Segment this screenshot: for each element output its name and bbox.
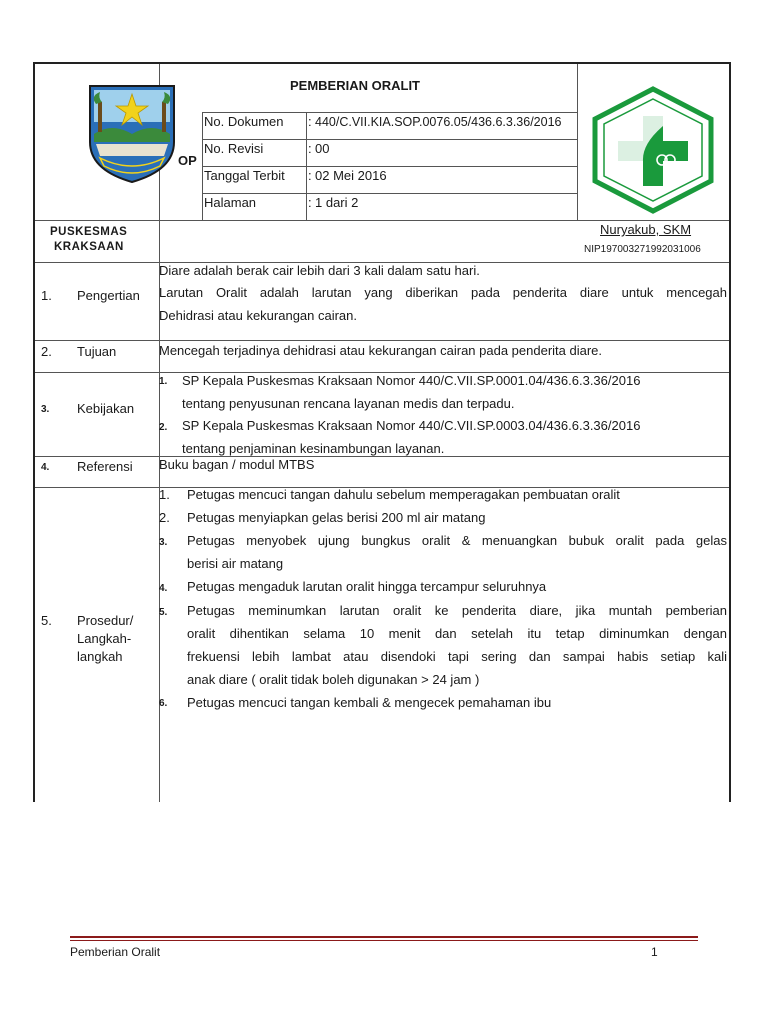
regency-emblem-icon [84, 82, 180, 186]
kebijakan-item-line: SP Kepala Puskesmas Kraksaan Nomor 440/C.VII.SP.0001.04/436.6.3.36/2016 [182, 373, 641, 388]
field-sep: : [308, 168, 312, 183]
field-sep: : [308, 114, 312, 129]
step-line: Petugas menyobek ujung bungkus oralit & menuangkan bubuk oralit pada gelas [187, 533, 727, 548]
footer-rule-thin [70, 940, 698, 941]
section-number: 5. [41, 613, 52, 628]
org-name-line2: KRAKSAAN [54, 241, 124, 253]
step-number: 3. [159, 537, 168, 548]
section-label: Prosedur/ [77, 613, 134, 628]
field-label-halaman: Halaman [204, 195, 257, 210]
pengertian-line: Larutan Oralit adalah larutan yang diberikan pada penderita diare untuk mencegah [159, 285, 727, 300]
referensi-text: Buku bagan / modul MTBS [159, 457, 315, 472]
kebijakan-item-line: tentang penjaminan kesinambungan layanan. [182, 441, 445, 456]
step-line: Petugas mencuci tangan dahulu sebelum memperagakan pembuatan oralit [187, 487, 620, 502]
pengertian-line: Dehidrasi atau kekurangan cairan. [159, 308, 358, 323]
tujuan-text: Mencegah terjadinya dehidrasi atau kekurangan cairan pada penderita diare. [159, 343, 603, 358]
puskesmas-cross-icon [590, 86, 716, 214]
step-number: 1. [159, 487, 170, 502]
field-value-no-revisi: 00 [315, 141, 330, 156]
sop-label-fragment: OP [178, 153, 197, 168]
step-number: 5. [159, 607, 168, 618]
table-left-border [33, 62, 35, 802]
section-label: Kebijakan [77, 401, 135, 416]
section-label: Langkah- [77, 631, 132, 646]
document-title: PEMBERIAN ORALIT [290, 78, 420, 93]
section-number: 4. [41, 462, 50, 473]
step-number: 6. [159, 698, 168, 709]
col-divider-right [577, 64, 578, 221]
footer-title: Pemberian Oralit [70, 945, 161, 959]
step-line: Petugas meminumkan larutan oralit ke penderita diare, jika muntah pemberian [187, 603, 727, 618]
step-line: oralit dihentikan selama 10 menit dan setelah itu tetap diminumkan dengan [187, 626, 727, 641]
step-line: Petugas menyiapkan gelas berisi 200 ml air matang [187, 510, 486, 525]
signer-name: Nuryakub, SKM [600, 222, 692, 237]
signer-nip: NIP197003271992031006 [584, 244, 701, 255]
section-number: 2. [41, 344, 52, 359]
kebijakan-item-line: tentang penyusunan rencana layanan medis dan terpadu. [182, 396, 515, 411]
step-number: 2. [159, 510, 170, 525]
kebijakan-item-line: SP Kepala Puskesmas Kraksaan Nomor 440/C.VII.SP.0003.04/436.6.3.36/2016 [182, 418, 641, 433]
footer-page-number: 1 [651, 945, 658, 959]
step-line: frekuensi lebih lambat atau disendoki tapi sering dan sampai habis setiap kali [187, 649, 727, 664]
kebijakan-item-number: 1. [159, 376, 168, 387]
section-label: Pengertian [77, 288, 140, 303]
field-label-no-dokumen: No. Dokumen [204, 114, 284, 129]
row-line-field-top [202, 112, 577, 113]
row-line-pengertian [35, 340, 729, 341]
field-value-tanggal-terbit: 02 Mei 2016 [315, 168, 387, 183]
field-value-halaman: 1 dari 2 [315, 195, 359, 210]
table-right-border [729, 62, 731, 802]
section-number: 1. [41, 288, 52, 303]
row-line-field-2 [202, 166, 577, 167]
row-line-header-bottom [35, 220, 729, 221]
row-line-field-1 [202, 139, 577, 140]
org-name-line1: PUSKESMAS [50, 226, 128, 238]
step-line: berisi air matang [187, 556, 284, 571]
step-line: Petugas mengaduk larutan oralit hingga tercampur seluruhnya [187, 579, 547, 594]
section-label: Tujuan [77, 344, 117, 359]
section-label: Referensi [77, 459, 133, 474]
step-number: 4. [159, 583, 168, 594]
kebijakan-item-number: 2. [159, 422, 168, 433]
field-label-no-revisi: No. Revisi [204, 141, 264, 156]
footer-rule [70, 936, 698, 938]
row-line-field-3 [202, 193, 577, 194]
field-value-no-dokumen: 440/C.VII.KIA.SOP.0076.05/436.6.3.36/2016 [315, 115, 562, 129]
step-line: Petugas mencuci tangan kembali & mengecek pemahaman ibu [187, 695, 552, 710]
section-number: 3. [41, 404, 50, 415]
step-line: anak diare ( oralit tidak boleh digunakan > 24 jam ) [187, 672, 480, 687]
field-label-tanggal-terbit: Tanggal Terbit [204, 168, 285, 183]
section-label: langkah [77, 649, 123, 664]
pengertian-line: Diare adalah berak cair lebih dari 3 kali dalam satu hari. [159, 263, 480, 278]
field-sep: : [308, 141, 312, 156]
field-sep: : [308, 195, 312, 210]
table-top-border [33, 62, 731, 64]
